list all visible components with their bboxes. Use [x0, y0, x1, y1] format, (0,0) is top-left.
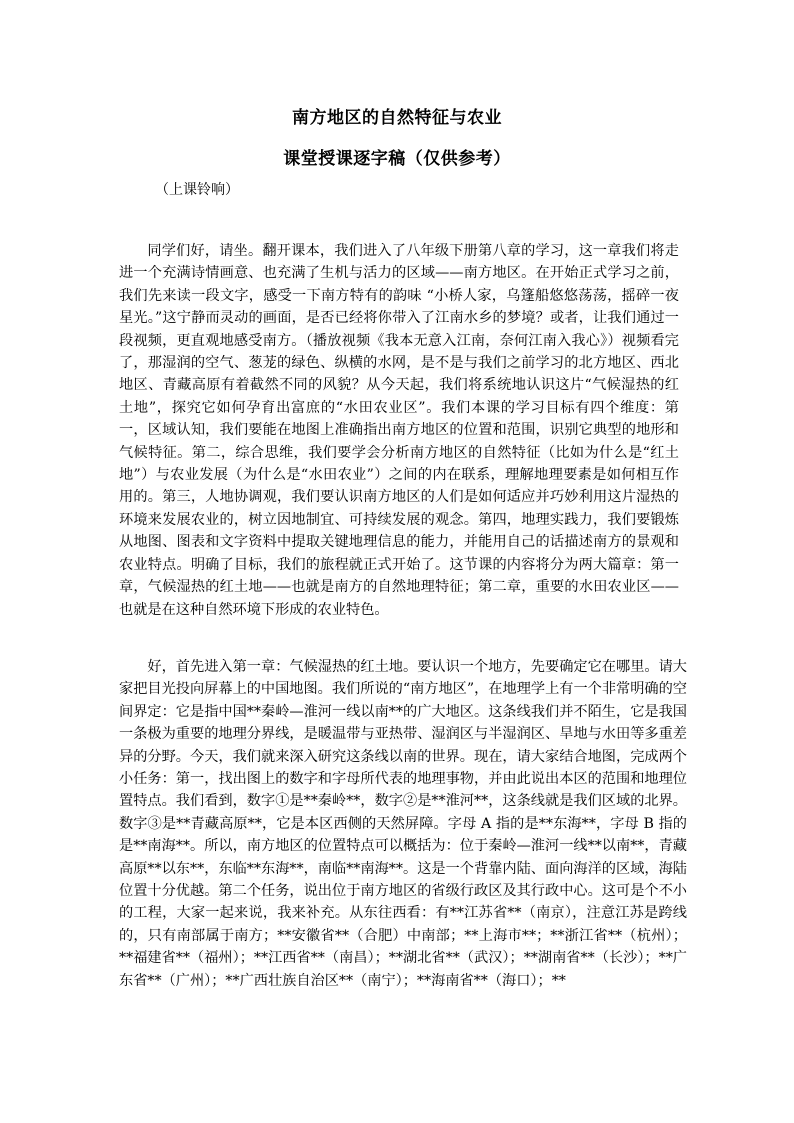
- paragraph-chapter-one: 好，首先进入第一章：气候湿热的红土地。要认识一个地方，先要确定它在哪里。请大家把目光投向屏幕上的中国地图。我们所说的“南方地区”，在地理学上有一个非常明确的空间界定：它是指中国**秦岭—淮河一线以南**的广大地区。这条线我们并不陌生，它是我国一条极为重要的地理分界线，是暖温带与亚热带、湿润区与半湿润区、旱地与水田等多重差异的分野。今天，我们就来深入研究这条线以南的世界。现在，请大家结合地图，完成两个小任务：第一，找出图上的数字和字母所代表的地理事物，并由此说出本区的范围和地理位置特点。我们看到，数字①是**秦岭**，数字②是**淮河**，这条线就是我们区域的北界。数字③是**青藏高原**，它是本区西侧的天然屏障。字母 A 指的是**东海**，字母 B 指的是**南海**。所以，南方地区的位置特点可以概括为：位于秦岭—淮河一线**以南**，青藏高原**以东**，东临**东海**，南临**南海**。这是一个背靠内陆、面向海洋的区域，海陆位置十分优越。第二个任务，说出位于南方地区的省级行政区及其行政中心。这可是个不小的工程，大家一起来说，我来补充。从东往西看：有**江苏省**（南京），注意江苏是跨线的，只有南部属于南方；**安徽省**（合肥）中南部；**上海市**；**浙江省**（杭州）；**福建省**（福州）；**江西省**（南昌）；**湖北省**（武汉）；**湖南省**（长沙）；**广东省**（广州）；**广西壮族自治区**（南宁）；**海南省**（海口）；**: [119, 659, 687, 989]
- document-subtitle: 课堂授课逐字稿（仅供参考）: [283, 149, 511, 169]
- paragraph-introduction: 同学们好，请坐。翻开课本，我们进入了八年级下册第八章的学习，这一章我们将走进一个充满诗情画意、也充满了生机与活力的区域——南方地区。在开始正式学习之前，我们先来读一段文字，感受一下南方特有的韵味 “小桥人家，乌篷船悠悠荡荡，摇碎一夜星光。”这宁静而灵动的画面，是否已经将你带入了江南水乡的梦境？或者，让我们通过一段视频，更直观地感受南方。（播放视频《我本无意入江南，奈何江南入我心》）视频看完了，那湿润的空气、葱茏的绿色、纵横的水网，是不是与我们之前学习的北方地区、西北地区、青藏高原有着截然不同的风貌？从今天起，我们将系统地认识这片“气候湿热的红土地”，探究它如何孕育出富庶的“水田农业区”。我们本课的学习目标有四个维度：第一，区域认知，我们要能在地图上准确指出南方地区的位置和范围，识别它典型的地形和气候特征。第二，综合思维，我们要学会分析南方地区的自然特征（比如为什么是“红土地”）与农业发展（为什么是“水田农业”）之间的内在联系，理解地理要素是如何相互作用的。第三，人地协调观，我们要认识南方地区的人们是如何适应并巧妙利用这片湿热的环境来发展农业的，树立因地制宜、可持续发展的观念。第四，地理实践力，我们要锻炼从地图、图表和文字资料中提取关键地理信息的能力，并能用自己的话描述南方的景观和农业特点。明确了目标，我们的旅程就正式开始了。这节课的内容将分为两大篇章：第一章，气候湿热的红土地——也就是南方的自然地理特征；第二章，重要的水田农业区——也就是在这种自然环境下形成的农业特色。: [119, 243, 679, 618]
- document-title: 南方地区的自然特征与农业: [292, 108, 502, 128]
- stage-direction-note: （上课铃响）: [155, 182, 239, 198]
